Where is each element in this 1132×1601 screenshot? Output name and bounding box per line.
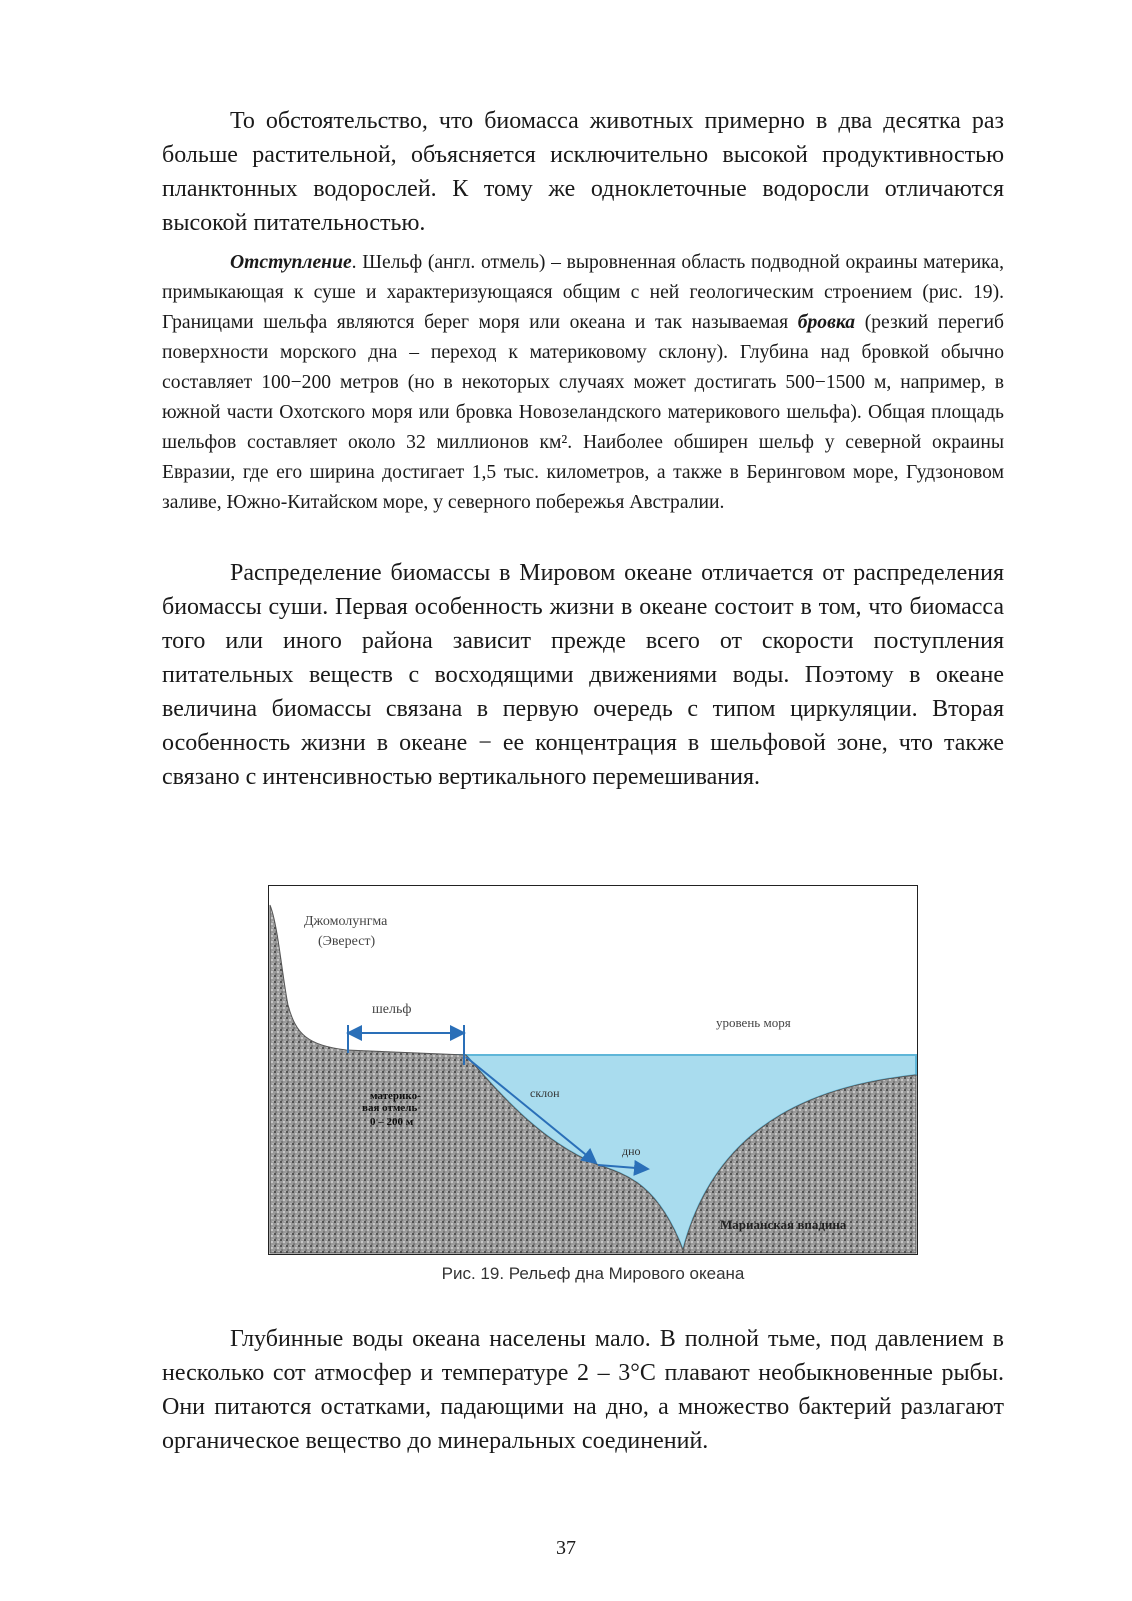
label-shoal-line1: материко- bbox=[370, 1090, 421, 1102]
label-everest-line1: Джомолунгма bbox=[304, 914, 388, 929]
paragraph-3: Глубинные воды океана населены мало. В полной тьме, под давлением в несколько сот атмосфер и температуре 2 – 3°С плавают необыкновенные рыбы. Они питаются остатками, падающими на дно, а множество бактерий разлагают органическое вещество до минеральных соединений. bbox=[162, 1326, 1004, 1454]
figure-caption: Рис. 19. Рельеф дна Мирового океана bbox=[441, 1264, 745, 1283]
label-shelf: шельф bbox=[372, 1002, 412, 1017]
label-shoal-line3: 0 – 200 м bbox=[370, 1116, 414, 1128]
label-shoal-line2: вая отмель bbox=[362, 1102, 418, 1114]
label-bottom: дно bbox=[622, 1144, 641, 1158]
ocean-floor-figure bbox=[268, 885, 918, 1255]
paragraph-3-wrap bbox=[162, 1322, 1004, 1458]
digression-term: бровка bbox=[797, 312, 856, 333]
paragraph-2: Распределение биомассы в Мировом океане отличается от распределения биомассы суши. Первая особенность жизни в океане состоит в том, что биомасса того или иного района зависит прежде всего от скорости поступления питательных веществ с восходящими движениями воды. Поэтому в океане величина биомассы связана в первую очередь с типом циркуляции. Вторая особенность жизни в океане − ее концентрация в шельфовой зоне, что также связано с интенсивностью вертикального перемешивания. bbox=[162, 560, 1004, 790]
digression-box bbox=[162, 248, 1004, 518]
digression-text-2: (резкий перегиб поверхности морского дна – переход к материковому склону). Глубина над бровкой обычно составляет 100−200 метров (но в некоторых случаях может достигать 500−1500 м, например, в южной части Охотского моря или бровка Новозеландского материкового шельфа). Общая площадь шельфов составляет около 32 миллионов км². Наиболее обширен шельф у северной окраины Евразии, где его ширина достигает 1,5 тыс. километров, а также в Беринговом море, Гудзоновом заливе, Южно-Китайском море, у северного побережья Австралии. bbox=[162, 312, 1004, 513]
label-everest-line2: (Эверест) bbox=[318, 934, 376, 949]
ocean-floor-diagram bbox=[268, 885, 918, 1255]
label-sea-level: уровень моря bbox=[716, 1015, 791, 1030]
digression-text-1: . Шельф (англ. отмель) – выровненная область подводной окраины материка, примыкающая к суше и характеризующаяся общим с ней геологическим строением (рис. 19). Границами шельфа являются берег моря или океана и так называемая bbox=[162, 252, 1004, 333]
paragraph-1: То обстоятельство, что биомасса животных примерно в два десятка раз больше растительной, объясняется исключительно высокой продуктивностью планктонных водорослей. К тому же одноклеточные водоросли отличаются высокой питательностью. bbox=[162, 108, 1004, 236]
page-body bbox=[162, 104, 1004, 794]
digression-title: Отступление bbox=[230, 252, 352, 273]
label-slope: склон bbox=[530, 1086, 560, 1100]
page-number: 37 bbox=[556, 1537, 576, 1559]
label-trench: Марианская впадина bbox=[720, 1217, 847, 1232]
